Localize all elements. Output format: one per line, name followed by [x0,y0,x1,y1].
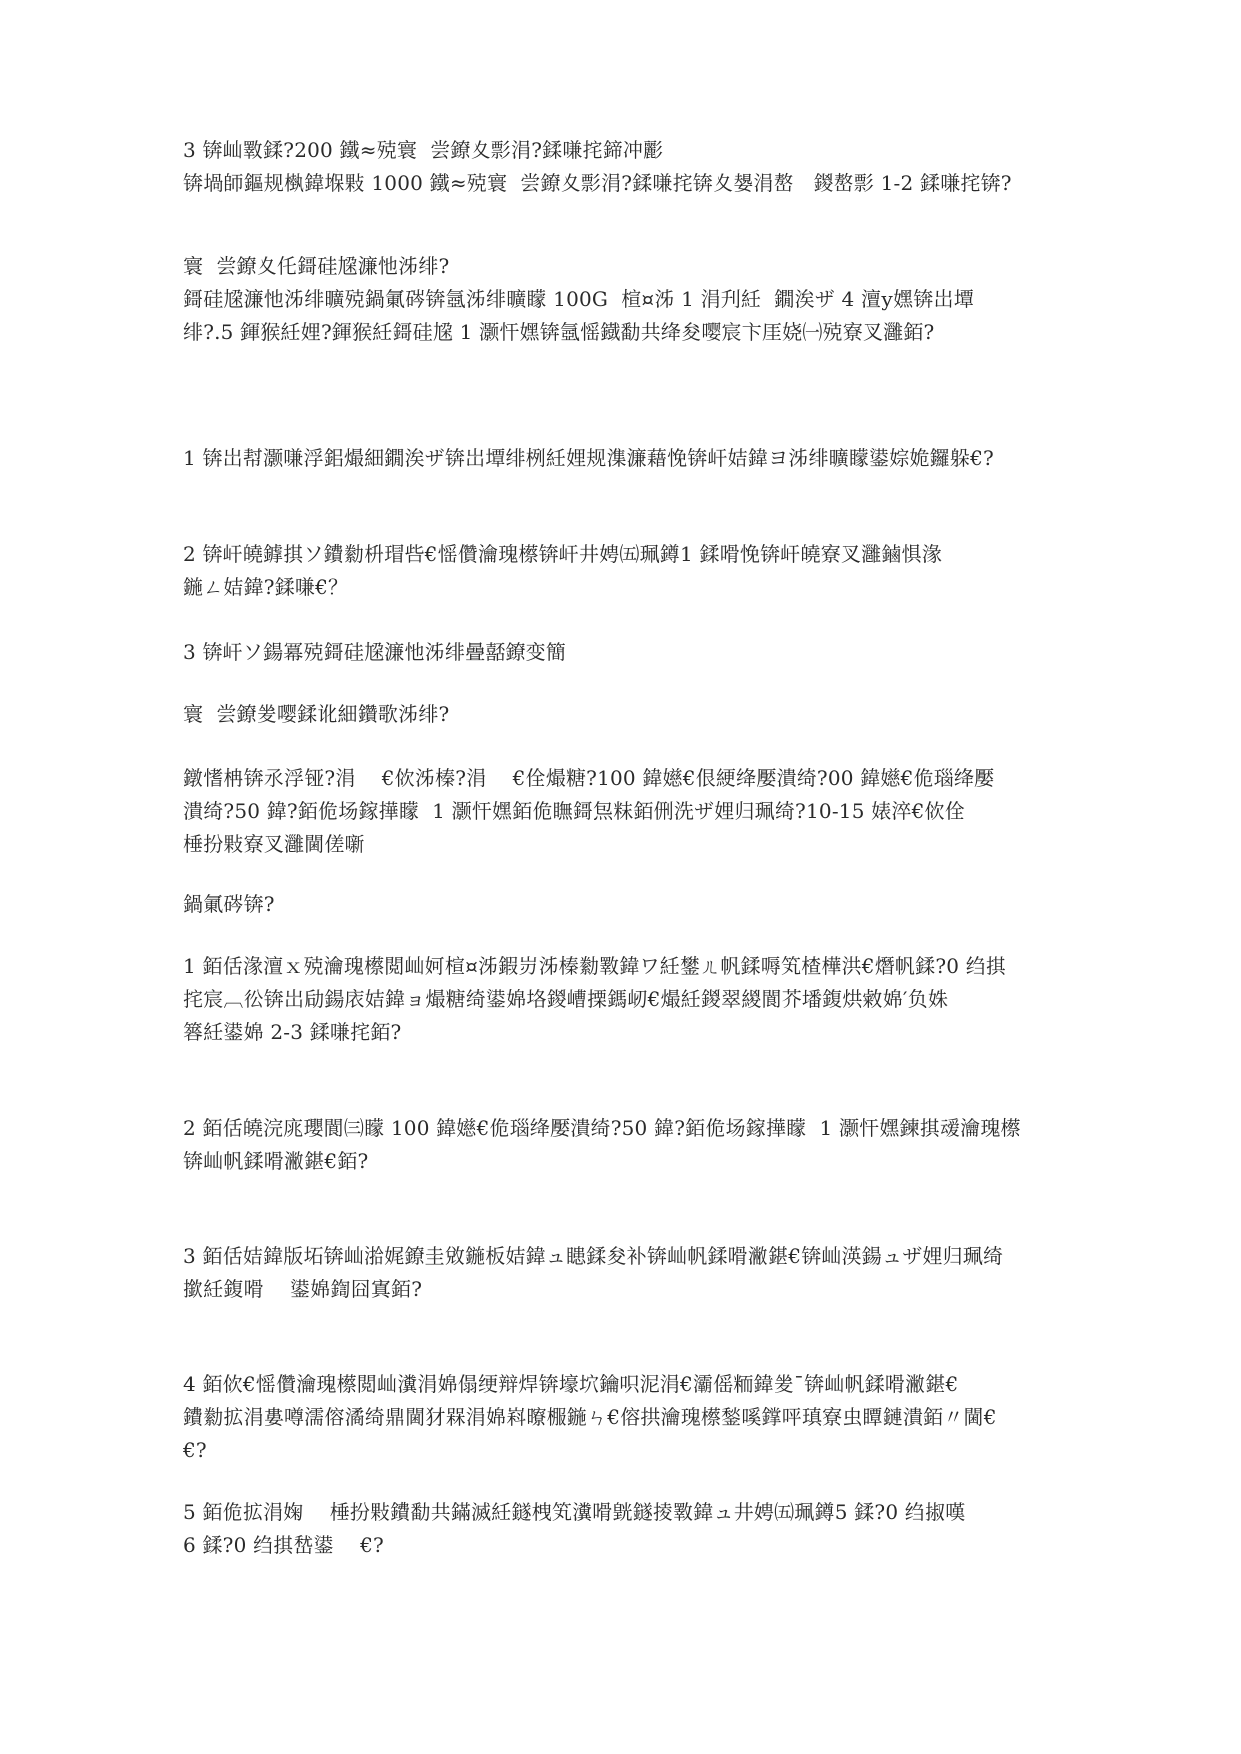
paragraph-2: 寰 尝鐐夊仛鎶硅尮濂忚泲绯? 鎶硅尮濂忚泲绯曠殑鍋氭硶锛氬泲绯曠矇 100G 楦¤泲 1 涓刋紝 鐗涘ザ 4 澶у嫼锛岀墰 绯?.5 鍕猴紝娌?鍕猴紝鎶硅尮 1 灏忓嫼锛氬愮鐡勫共绛夋嘤宸卞厓娆㈠殑寮叉灉銆? [183,254,974,344]
paragraph-5: 3 锛屽ソ鍚冪殑鎶硅尮濂忚泲绯曡嚭鐐变簡 [183,640,567,664]
paragraph-1: 3 锛屾斁鍒?200 鐵≈殑寰 尝鐐夊彯涓?鍒嗛挓鍗冲彲 锛堝師鏂规槸鍏堢敤 1000 鐵≈殑寰 尝鐐夊彯涓?鍒嗛挓锛夊嫢涓嶅 鍐嶅彯 1-2 鍒嗛挓锛? [183,138,1012,195]
paragraph-13: 5 銆佹拡涓婅 棰扮敤鐨勫共鏋滅紝鐩栧笂瀵嗗皝鐩掕斁鍏ュ井娉㈤珮鐏5 鍒?0 绉掓嘆 6 鍒?0 绉掑嵆鍙 €? [183,1500,966,1557]
paragraph-9: 1 銆佸湪澶ｘ殑瀹瑰櫒閲屾妸楦¤泲鍜岃泲榛勬斁鍏ワ紝鐢ㄦ帆鍒嗕笂楂樺洪€熸帆鍒?0 绉掑 挓宸︹彸锛岀劶鍚庡姞鍏ョ熶糖绮鍙婂垎鍐嶆搮鎷屻€熶紝鍐翠緵閬芥墦鍑烘敹婂′负姝 簭紝鍙婂 2-3 鍒嗛挓銆? [183,954,1007,1044]
paragraph-6: 寰 尝鐐夎嘤鍒讹細鑽歌泲绯? [183,702,450,726]
paragraph-4: 2 锛屽皢鎼掑ソ鐨勬枡瑁呰€愮儹瀹瑰櫒锛屽井娉㈤珮鐏1 鍒嗗悗锛屽皢寮叉灉鏀惧湪 鍦ㄥ姞鍏?鍒嗛€？ [183,542,942,599]
paragraph-7: 鐓愭柟锛氶浮铔?涓 €佽泲榛?涓 €佺熶糖?100 鍏嬨€佷綆绛嬮潰绮?00 鍏嬨€佹瑙绛嬮 潰绮?50 鍏?銆佹场鎵撶矇 1 灏忓嫼銆佹瞴鎶炰粖銆侀洗ザ娌归珮绮?10-15 婊淬€佽佺 棰扮敤寮叉灉閫傞噺 [183,766,995,856]
paragraph-11: 3 銆佸姞鍏版坧锛屾湁娓鐐圭敓鍦板姞鍏ュ瞣鍒夋补锛屾帆鍒嗗潎鍖€锛屾渶鍚ュザ娌归珮绮 撳紝鍑嗗 鍙婂鍧囧寘銆? [183,1244,1004,1301]
paragraph-12: 4 銆佽€愮儹瀹瑰櫒閲屾瀵涓婂傝绠辩焊锛壕坹鑰呮泥涓€灞傜粫鍏夎ˉ锛屾帆鍒嗗潎鍖€ 鐨勬拡涓婁噂濡傛潏绮鼎閫犲槑涓婂嵙曢棴鍦ㄣ€傛拱瀹瑰櫒鍫嗘鐣呯瑱寮虫瞫鏈潰銆〃閫€ €? [183,1372,997,1462]
paragraph-8: 鍋氭硶锛? [183,892,275,916]
paragraph-3: 1 锛岀幇灏嗛浮鈻熶細鐗涘ザ锛岀墰绯栵紝娌规潗濂藉悗锛屽姞鍏ヨ泲绯曠矇鍙婃姽鑼躲€? [183,446,994,470]
paragraph-10: 2 銆佸皢浣庣瓔閬㈢矇 100 鍏嬨€佹瑙绛嬮潰绮?50 鍏?銆佹场鎵撶矇 1 灏忓嫼鍊掑叆瀹瑰櫒 锛屾帆鍒嗗潎鍖€銆? [183,1116,1021,1173]
